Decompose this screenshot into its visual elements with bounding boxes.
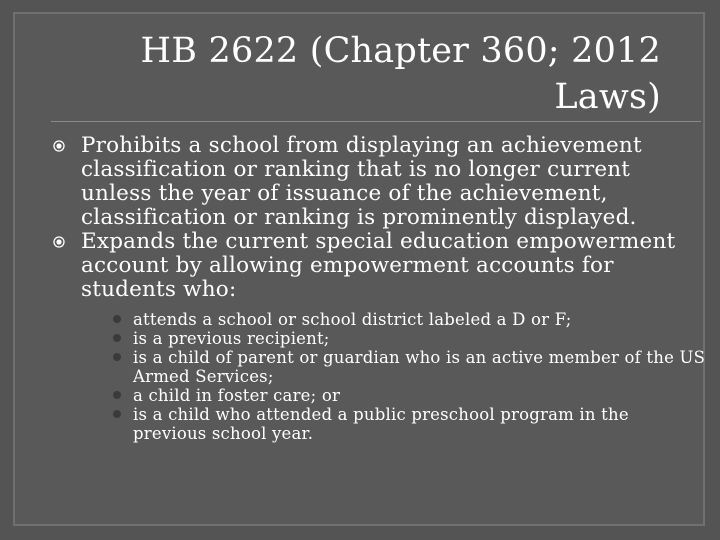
sub-bullet-text: attends a school or school district labeled a D or F; bbox=[133, 310, 572, 329]
dot-bullet-icon bbox=[113, 315, 121, 323]
dot-bullet-icon bbox=[113, 391, 121, 399]
dot-bullet-icon bbox=[113, 410, 121, 418]
sub-bullet-text: a child in foster care; or bbox=[133, 386, 341, 405]
slide-body bbox=[51, 134, 706, 443]
bullet-item bbox=[51, 230, 706, 443]
target-bullet-icon bbox=[53, 236, 65, 248]
dot-bullet-icon bbox=[113, 334, 121, 342]
target-bullet-icon bbox=[53, 140, 65, 152]
dot-bullet-icon bbox=[113, 353, 121, 361]
sub-bullet-text: is a child of parent or guardian who is an active member of the US Armed Services; bbox=[133, 348, 706, 386]
sub-bullet-item bbox=[109, 329, 706, 348]
slide-title: HB 2622 (Chapter 360; 2012 Laws) bbox=[140, 31, 661, 117]
sub-bullet-list bbox=[81, 310, 706, 443]
bullet-item bbox=[51, 134, 706, 230]
bullet-text: Expands the current special education empowerment account by allowing empowerment accounts for students who: bbox=[81, 229, 676, 302]
sub-bullet-item bbox=[109, 310, 706, 329]
sub-bullet-item bbox=[109, 405, 706, 443]
bullet-text: Prohibits a school from displaying an achievement classification or ranking that is no longer current unless the year of issuance of the achievement, classification or ranking is prominently displayed. bbox=[81, 133, 642, 230]
bullet-list bbox=[51, 134, 706, 443]
sub-bullet-item bbox=[109, 348, 706, 386]
sub-bullet-item bbox=[109, 386, 706, 405]
title-divider bbox=[51, 121, 701, 122]
sub-bullet-text: is a child who attended a public preschool program in the previous school year. bbox=[133, 405, 629, 443]
sub-bullet-text: is a previous recipient; bbox=[133, 329, 330, 348]
slide-frame bbox=[13, 12, 705, 526]
